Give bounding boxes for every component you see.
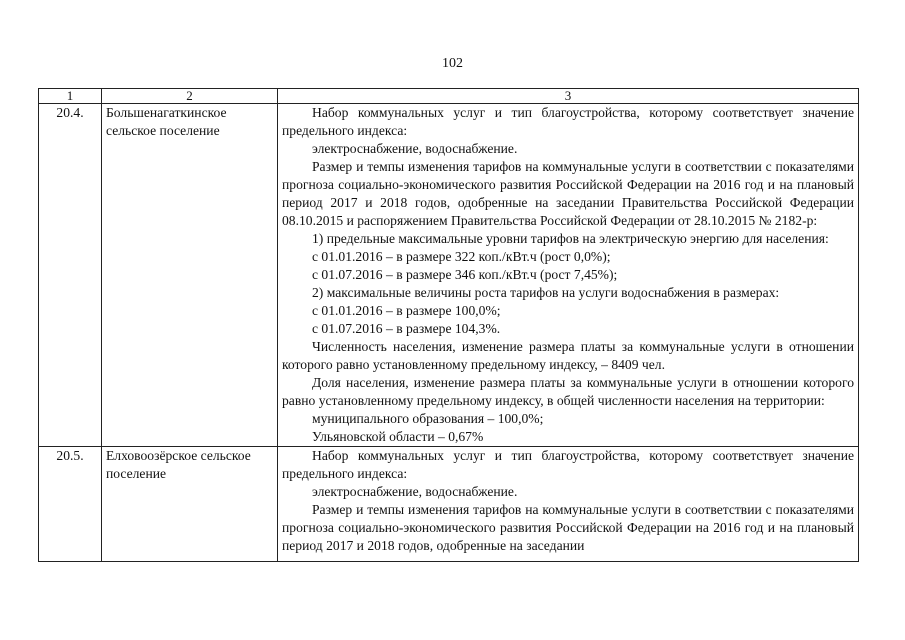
paragraph: Доля населения, изменение размера платы за коммунальные услуги в отношении которого равно установленному предельному индексу, в общей численности населения на территории: — [282, 375, 854, 408]
row-description — [278, 447, 859, 562]
paragraph: электроснабжение, водоснабжение. — [312, 484, 518, 499]
paragraph: с 01.01.2016 – в размере 100,0%; — [312, 303, 501, 318]
paragraph: с 01.01.2016 – в размере 322 коп./кВт.ч (рост 0,0%); — [312, 249, 611, 264]
paragraph: Размер и темпы изменения тарифов на коммунальные услуги в соответствии с показателями прогноза социально-экономического развития Российской Федерации на 2016 год и на плановый период 2017 и 2018 годов, одобренные на заседании — [282, 502, 854, 553]
paragraph: Ульяновской области – 0,67% — [312, 429, 484, 444]
settlement-name: Большенагаткинское сельское поселение — [102, 104, 278, 447]
table-header-row — [39, 89, 859, 104]
paragraph: с 01.07.2016 – в размере 104,3%. — [312, 321, 501, 336]
table-row — [39, 104, 859, 447]
paragraph: Набор коммунальных услуг и тип благоустройства, которому соответствует значение предельного индекса: — [282, 448, 854, 481]
paragraph: с 01.07.2016 – в размере 346 коп./кВт.ч (рост 7,45%); — [312, 267, 618, 282]
row-description — [278, 104, 859, 447]
row-number: 20.5. — [39, 447, 102, 562]
column-header: 3 — [278, 89, 859, 104]
settlement-name: Елховоозёрское сельское поселение — [102, 447, 278, 562]
paragraph: электроснабжение, водоснабжение. — [312, 141, 518, 156]
paragraph: Набор коммунальных услуг и тип благоустройства, которому соответствует значение предельного индекса: — [282, 105, 854, 138]
table-row — [39, 447, 859, 562]
column-header: 2 — [102, 89, 278, 104]
document-table — [38, 88, 859, 562]
column-header: 1 — [39, 89, 102, 104]
paragraph: 2) максимальные величины роста тарифов на услуги водоснабжения в размерах: — [312, 285, 780, 300]
paragraph: 1) предельные максимальные уровни тарифов на электрическую энергию для населения: — [312, 231, 829, 246]
row-number: 20.4. — [39, 104, 102, 447]
paragraph: Численность населения, изменение размера платы за коммунальные услуги в отношении которого равно установленному предельному индексу, – 8409 чел. — [282, 339, 854, 372]
paragraph: муниципального образования – 100,0%; — [312, 411, 544, 426]
page-number: 102 — [442, 56, 463, 71]
paragraph: Размер и темпы изменения тарифов на коммунальные услуги в соответствии с показателями прогноза социально-экономического развития Российской Федерации на 2016 год и на плановый период 2017 и 2018 годов, одобренные на заседании Правительства Российской Федерации 08.10.2015 и распоряжением Правительства Российской Федерации от 28.10.2015 № 2182-р: — [282, 159, 854, 228]
